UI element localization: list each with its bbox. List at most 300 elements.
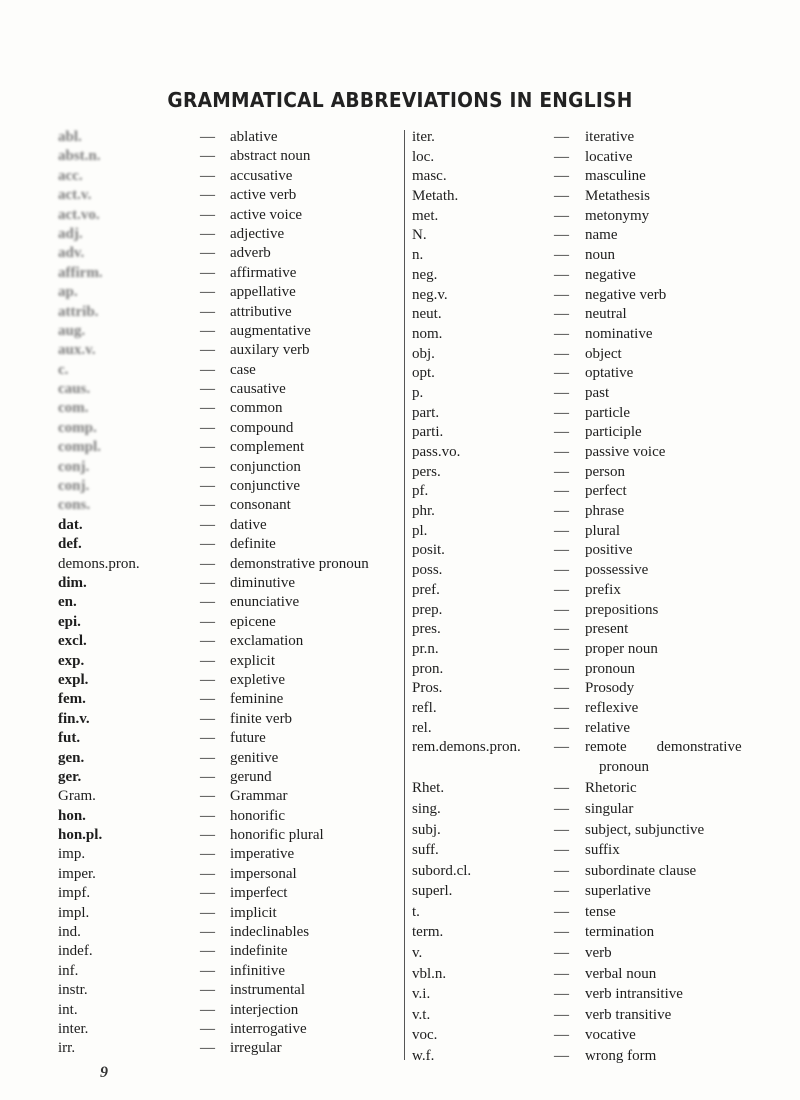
list-item bbox=[58, 749, 403, 768]
abbreviation-meaning bbox=[585, 502, 624, 522]
meaning-text: impersonal bbox=[230, 865, 297, 882]
dash-separator: — bbox=[200, 594, 215, 611]
list-item bbox=[412, 384, 772, 404]
list-item bbox=[412, 984, 772, 1005]
meaning-text: present bbox=[585, 621, 629, 638]
dash-separator: — bbox=[554, 581, 569, 598]
abbreviation: n. bbox=[412, 247, 424, 264]
abbreviation: neg. bbox=[412, 266, 438, 283]
abbreviation: int. bbox=[58, 1001, 78, 1018]
meaning-text: wrong form bbox=[585, 1048, 657, 1065]
abbreviation: pres. bbox=[412, 621, 441, 638]
abbreviation-meaning bbox=[230, 729, 266, 748]
abbreviation-meaning bbox=[230, 186, 296, 205]
dash-separator: — bbox=[200, 245, 215, 262]
abbreviation-meaning bbox=[230, 749, 278, 768]
abbreviation: Metath. bbox=[412, 188, 459, 205]
list-item bbox=[412, 964, 772, 985]
abbreviation: pf. bbox=[412, 483, 429, 500]
dash-separator: — bbox=[554, 986, 569, 1003]
list-item bbox=[412, 943, 772, 964]
dash-separator: — bbox=[554, 660, 569, 677]
meaning-text: finite verb bbox=[230, 710, 293, 727]
list-item bbox=[412, 423, 772, 443]
abbreviation-meaning bbox=[230, 574, 295, 593]
meaning-text: adjective bbox=[230, 225, 285, 242]
meaning-text: accusative bbox=[230, 167, 293, 184]
abbreviation: phr. bbox=[412, 503, 435, 520]
dash-separator: — bbox=[554, 188, 569, 205]
list-item bbox=[58, 768, 403, 787]
list-item bbox=[58, 942, 403, 961]
abbreviation: com. bbox=[58, 400, 89, 417]
abbreviation-meaning bbox=[585, 364, 633, 384]
abbreviation-meaning bbox=[230, 826, 324, 845]
abbreviation: aux.v. bbox=[58, 342, 96, 359]
meaning-text: ablative bbox=[230, 129, 278, 145]
abbreviation-meaning bbox=[585, 167, 646, 187]
meaning-text: person bbox=[585, 463, 625, 480]
list-item bbox=[412, 463, 772, 483]
abbreviation: part. bbox=[412, 404, 440, 421]
abbreviation: impl. bbox=[58, 904, 90, 921]
meaning-text: enunciative bbox=[230, 594, 300, 611]
abbreviation: superl. bbox=[412, 883, 453, 900]
abbreviation-meaning bbox=[230, 283, 296, 302]
meaning-text: plural bbox=[585, 522, 620, 539]
meaning-text: consonant bbox=[230, 497, 291, 514]
list-item bbox=[412, 581, 772, 601]
abbreviation-meaning bbox=[230, 535, 276, 554]
meaning-text: neutral bbox=[585, 306, 627, 323]
list-item bbox=[58, 826, 403, 845]
dash-separator: — bbox=[554, 800, 569, 817]
abbreviation-meaning bbox=[230, 1020, 307, 1039]
meaning-text: Prosody bbox=[585, 680, 635, 697]
abbreviation-meaning bbox=[585, 738, 742, 758]
abbreviation-meaning bbox=[230, 555, 369, 574]
abbreviation: attrib. bbox=[58, 303, 99, 320]
meaning-text: participle bbox=[585, 424, 642, 441]
dash-separator: — bbox=[200, 303, 215, 320]
page-number: 9 bbox=[100, 1064, 108, 1081]
meaning-text: common bbox=[230, 400, 283, 417]
abbreviation-meaning bbox=[230, 206, 302, 225]
list-item bbox=[412, 502, 772, 522]
abbreviation: v.i. bbox=[412, 986, 431, 1003]
abbreviation: aug. bbox=[58, 322, 86, 339]
dash-separator: — bbox=[554, 842, 569, 859]
dash-separator: — bbox=[554, 780, 569, 797]
abbreviation-meaning bbox=[585, 443, 665, 463]
dash-separator: — bbox=[200, 807, 215, 824]
list-item bbox=[412, 226, 772, 246]
list-item bbox=[58, 574, 403, 593]
abbreviation-meaning bbox=[230, 884, 287, 903]
dash-separator: — bbox=[200, 187, 215, 204]
dash-separator: — bbox=[200, 710, 215, 727]
dash-separator: — bbox=[554, 1027, 569, 1044]
meaning-text: interjection bbox=[230, 1001, 299, 1018]
meaning-text: future bbox=[230, 730, 266, 747]
abbreviation: rem.demons.pron. bbox=[412, 739, 521, 756]
abbreviation-meaning bbox=[585, 902, 616, 923]
abbreviation-meaning bbox=[585, 1025, 636, 1046]
list-item bbox=[58, 729, 403, 748]
list-item bbox=[412, 679, 772, 699]
list-item bbox=[412, 922, 772, 943]
meaning-text: demonstrative pronoun bbox=[230, 555, 369, 572]
abbreviation-meaning bbox=[230, 438, 304, 457]
abbreviation: fem. bbox=[58, 691, 86, 708]
list-item bbox=[412, 404, 772, 424]
meaning-text: relative bbox=[585, 719, 630, 736]
abbreviation-meaning bbox=[230, 807, 285, 826]
meaning-text: explicit bbox=[230, 652, 275, 669]
list-item bbox=[58, 981, 403, 1000]
meaning-text: passive voice bbox=[585, 444, 666, 460]
dash-separator: — bbox=[554, 148, 569, 165]
meaning-text: prepositions bbox=[585, 601, 659, 618]
list-item bbox=[58, 690, 403, 709]
list-item bbox=[412, 1046, 772, 1067]
list-item bbox=[58, 555, 403, 574]
meaning-continuation: pronoun bbox=[599, 759, 649, 776]
abbreviation-meaning bbox=[230, 845, 294, 864]
abbreviation-meaning bbox=[585, 187, 650, 207]
abbreviation-meaning bbox=[230, 516, 267, 535]
abbreviation: subj. bbox=[412, 821, 441, 838]
dash-separator: — bbox=[554, 883, 569, 900]
abbreviation: Rhet. bbox=[412, 780, 445, 797]
list-item bbox=[58, 283, 403, 302]
meaning-text: auxilary verb bbox=[230, 342, 310, 359]
abbreviation: t. bbox=[412, 903, 420, 920]
meaning-text: abstract noun bbox=[230, 148, 311, 165]
dash-separator: — bbox=[200, 652, 215, 669]
dash-separator: — bbox=[554, 483, 569, 500]
abbreviation: hon. bbox=[58, 807, 86, 824]
abbreviation: dim. bbox=[58, 574, 87, 591]
meaning-text: genitive bbox=[230, 749, 279, 766]
abbreviation: inf. bbox=[58, 962, 79, 979]
abbreviation: def. bbox=[58, 536, 82, 553]
abbreviation-meaning bbox=[585, 305, 627, 325]
abbreviation-meaning bbox=[585, 601, 658, 621]
list-item bbox=[58, 399, 403, 418]
list-item bbox=[58, 380, 403, 399]
abbreviation: fin.v. bbox=[58, 710, 90, 727]
meaning-text: object bbox=[585, 345, 622, 362]
abbreviation: en. bbox=[58, 594, 77, 611]
abbreviation-meaning bbox=[230, 303, 292, 322]
dash-separator: — bbox=[200, 633, 215, 650]
abbreviation: acc. bbox=[58, 167, 83, 184]
abbreviation: irr. bbox=[58, 1040, 76, 1057]
dash-separator: — bbox=[200, 962, 215, 979]
meaning-text: verb bbox=[585, 945, 612, 962]
list-item bbox=[412, 148, 772, 168]
list-item bbox=[58, 341, 403, 360]
meaning-text: singular bbox=[585, 800, 634, 817]
meaning-text: conjunction bbox=[230, 458, 301, 475]
abbreviation: abst.n. bbox=[58, 148, 101, 165]
abbreviation: poss. bbox=[412, 562, 443, 579]
list-item bbox=[58, 787, 403, 806]
dash-separator: — bbox=[554, 965, 569, 982]
dash-separator: — bbox=[554, 1048, 569, 1065]
abbreviation-meaning bbox=[585, 620, 628, 640]
abbreviation-meaning bbox=[230, 147, 310, 166]
abbreviation: act.v. bbox=[58, 187, 92, 204]
dash-separator: — bbox=[554, 168, 569, 185]
dash-separator: — bbox=[200, 225, 215, 242]
meaning-text: honorific bbox=[230, 807, 285, 824]
list-item bbox=[412, 881, 772, 902]
abbreviation: refl. bbox=[412, 699, 437, 716]
dash-separator: — bbox=[554, 640, 569, 657]
list-item bbox=[412, 840, 772, 861]
abbreviation: loc. bbox=[412, 148, 435, 165]
dash-separator: — bbox=[554, 424, 569, 441]
abbreviation-meaning bbox=[585, 384, 609, 404]
meaning-text: name bbox=[585, 227, 618, 244]
list-item bbox=[58, 516, 403, 535]
abbreviation-meaning bbox=[230, 962, 285, 981]
dash-separator: — bbox=[554, 207, 569, 224]
abbreviation: N. bbox=[412, 227, 427, 244]
abbreviation: v. bbox=[412, 945, 423, 962]
dash-separator: — bbox=[554, 562, 569, 579]
dash-separator: — bbox=[200, 1001, 215, 1018]
abbreviation: abl. bbox=[58, 129, 82, 145]
meaning-text: iterative bbox=[585, 129, 635, 145]
list-item bbox=[58, 613, 403, 632]
list-item bbox=[58, 884, 403, 903]
list-item bbox=[412, 167, 772, 187]
abbreviation-meaning bbox=[230, 167, 292, 186]
dash-separator: — bbox=[200, 1040, 215, 1057]
abbreviation-meaning bbox=[585, 561, 648, 581]
abbreviation-meaning bbox=[585, 922, 654, 943]
abbreviation: prep. bbox=[412, 601, 443, 618]
dash-separator: — bbox=[554, 286, 569, 303]
dash-separator: — bbox=[200, 284, 215, 301]
abbreviation-meaning bbox=[230, 419, 293, 438]
abbreviation-meaning bbox=[230, 1001, 298, 1020]
abbreviation: suff. bbox=[412, 842, 439, 859]
dash-separator: — bbox=[200, 730, 215, 747]
meaning-text: expletive bbox=[230, 671, 285, 688]
list-item bbox=[412, 620, 772, 640]
list-item bbox=[412, 601, 772, 621]
dash-separator: — bbox=[554, 739, 569, 756]
list-item bbox=[58, 458, 403, 477]
abbreviation: compl. bbox=[58, 439, 101, 456]
abbreviation: subord.cl. bbox=[412, 862, 472, 879]
abbreviation-meaning bbox=[230, 593, 299, 612]
meaning-text: attributive bbox=[230, 303, 292, 320]
abbreviation: imper. bbox=[58, 865, 96, 882]
abbreviation-meaning bbox=[230, 981, 305, 1000]
meaning-text: honorific plural bbox=[230, 827, 324, 844]
abbreviation-meaning bbox=[585, 286, 666, 306]
list-item bbox=[58, 244, 403, 263]
dash-separator: — bbox=[200, 361, 215, 378]
abbreviation-meaning bbox=[585, 325, 653, 345]
abbreviation-meaning bbox=[230, 710, 292, 729]
dash-separator: — bbox=[554, 1006, 569, 1023]
abbreviation-meaning bbox=[230, 341, 310, 360]
abbreviation: obj. bbox=[412, 345, 435, 362]
dash-separator: — bbox=[200, 904, 215, 921]
list-item bbox=[58, 710, 403, 729]
meaning-text: locative bbox=[585, 148, 633, 165]
abbreviation: pr.n. bbox=[412, 640, 439, 657]
list-item bbox=[58, 438, 403, 457]
meaning-text: Grammar bbox=[230, 788, 288, 805]
meaning-text: remote bbox=[585, 739, 627, 756]
abbreviation: dat. bbox=[58, 516, 83, 533]
dash-separator: — bbox=[200, 768, 215, 785]
meaning-text: instrumental bbox=[230, 982, 305, 999]
column-divider bbox=[404, 130, 405, 1060]
list-item bbox=[412, 1025, 772, 1046]
abbreviation-meaning bbox=[230, 399, 283, 418]
list-item bbox=[58, 593, 403, 612]
abbreviation-meaning bbox=[585, 207, 649, 227]
meaning-text: active voice bbox=[230, 206, 303, 223]
dash-separator: — bbox=[554, 862, 569, 879]
abbreviation: term. bbox=[412, 924, 444, 941]
abbreviation: comp. bbox=[58, 419, 97, 436]
abbreviation: ger. bbox=[58, 768, 82, 785]
abbreviation-meaning bbox=[585, 640, 658, 660]
dash-separator: — bbox=[200, 458, 215, 475]
abbreviation-meaning bbox=[230, 613, 276, 632]
abbreviation: adj. bbox=[58, 225, 83, 242]
list-item bbox=[58, 206, 403, 225]
meaning-text: complement bbox=[230, 439, 305, 456]
abbreviation-meaning bbox=[230, 632, 303, 651]
abbreviation: met. bbox=[412, 207, 439, 224]
meaning-text: epicene bbox=[230, 613, 276, 630]
dash-separator: — bbox=[200, 924, 215, 941]
page-title: GRAMMATICAL ABBREVIATIONS IN ENGLISH bbox=[167, 88, 633, 112]
list-item bbox=[412, 207, 772, 227]
dash-separator: — bbox=[554, 542, 569, 559]
abbreviation: adv. bbox=[58, 245, 85, 262]
meaning-text: gerund bbox=[230, 768, 272, 785]
abbreviation: p. bbox=[412, 384, 424, 401]
meaning-text: phrase bbox=[585, 503, 625, 520]
list-item bbox=[412, 305, 772, 325]
dash-separator: — bbox=[554, 247, 569, 264]
list-item bbox=[58, 632, 403, 651]
dash-separator: — bbox=[200, 342, 215, 359]
abbreviation-meaning bbox=[585, 820, 704, 841]
meaning-text: indefinite bbox=[230, 943, 288, 960]
abbreviation: exp. bbox=[58, 652, 85, 669]
list-item bbox=[58, 496, 403, 515]
meaning-text: nominative bbox=[585, 325, 653, 342]
dash-separator: — bbox=[200, 613, 215, 630]
abbreviation: inter. bbox=[58, 1020, 89, 1037]
list-item bbox=[58, 535, 403, 554]
list-item bbox=[58, 322, 403, 341]
meaning-text: subject, subjunctive bbox=[585, 821, 705, 838]
meaning-text: pronoun bbox=[585, 660, 635, 677]
abbreviation-meaning bbox=[585, 522, 620, 542]
dash-separator: — bbox=[200, 788, 215, 805]
meaning-text: indeclinables bbox=[230, 924, 310, 941]
list-item bbox=[412, 902, 772, 923]
list-item bbox=[412, 266, 772, 286]
dash-separator: — bbox=[554, 306, 569, 323]
list-item bbox=[412, 522, 772, 542]
dash-separator: — bbox=[554, 463, 569, 480]
abbreviation: ind. bbox=[58, 924, 81, 941]
list-item bbox=[58, 962, 403, 981]
abbreviation: v.t. bbox=[412, 1006, 431, 1023]
list-item bbox=[58, 264, 403, 283]
meaning-text: perfect bbox=[585, 483, 627, 500]
list-item bbox=[412, 799, 772, 820]
list-item bbox=[412, 364, 772, 384]
list-item bbox=[412, 561, 772, 581]
meaning-text: diminutive bbox=[230, 574, 295, 591]
dash-separator: — bbox=[200, 478, 215, 495]
dash-separator: — bbox=[200, 264, 215, 281]
meaning-text: vocative bbox=[585, 1027, 636, 1044]
dash-separator: — bbox=[200, 671, 215, 688]
abbreviation-meaning bbox=[585, 778, 637, 799]
meaning-text: possessive bbox=[585, 562, 649, 579]
meaning-text: verb intransitive bbox=[585, 986, 683, 1003]
meaning-text: superlative bbox=[585, 883, 651, 900]
abbreviation: gen. bbox=[58, 749, 85, 766]
abbreviation: conj. bbox=[58, 458, 90, 475]
abbreviation-meaning bbox=[230, 361, 256, 380]
dash-separator: — bbox=[554, 903, 569, 920]
abbreviation: caus. bbox=[58, 381, 91, 398]
dash-separator: — bbox=[200, 381, 215, 398]
abbreviation-meaning bbox=[585, 246, 615, 266]
abbreviation-meaning bbox=[585, 943, 612, 964]
abbreviation-meaning bbox=[585, 148, 632, 168]
dash-separator: — bbox=[200, 691, 215, 708]
abbreviation-meaning bbox=[585, 964, 656, 985]
dash-separator: — bbox=[554, 680, 569, 697]
abbreviation-meaning bbox=[230, 923, 309, 942]
meaning-text: implicit bbox=[230, 904, 277, 921]
list-item bbox=[58, 147, 403, 166]
abbreviation: excl. bbox=[58, 633, 87, 650]
dash-separator: — bbox=[200, 148, 215, 165]
dash-separator: — bbox=[200, 865, 215, 882]
meaning-text: verb transitive bbox=[585, 1006, 672, 1023]
abbreviation-meaning bbox=[230, 787, 287, 806]
dash-separator: — bbox=[554, 945, 569, 962]
abbreviation: parti. bbox=[412, 424, 444, 441]
abbreviation: vbl.n. bbox=[412, 965, 447, 982]
list-item bbox=[58, 361, 403, 380]
abbreviation: opt. bbox=[412, 365, 435, 382]
abbreviation-meaning bbox=[230, 652, 275, 671]
meaning-text: positive bbox=[585, 542, 633, 559]
dash-separator: — bbox=[554, 325, 569, 342]
abbreviation: masc. bbox=[412, 168, 447, 185]
